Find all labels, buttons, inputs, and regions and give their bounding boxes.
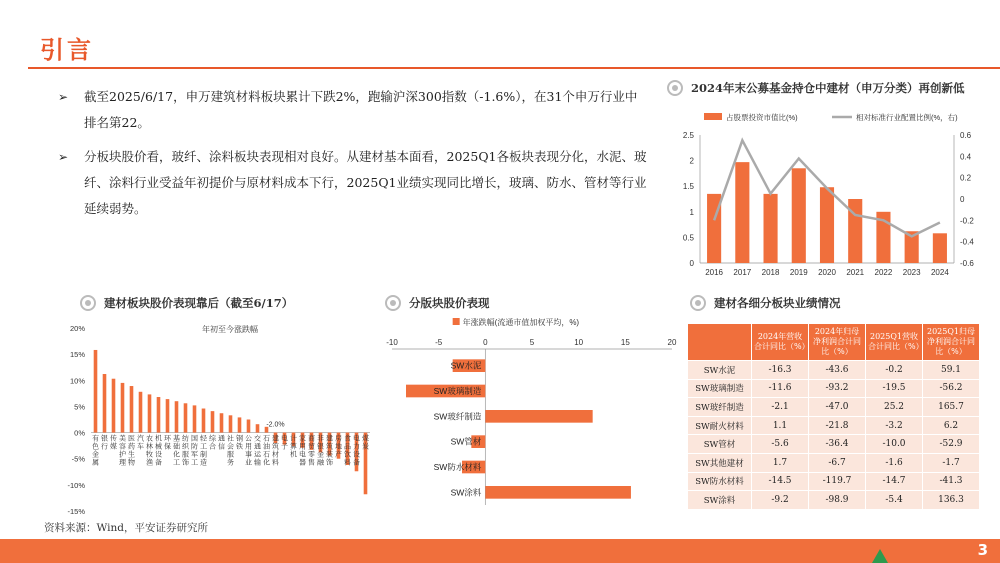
value-cell: -119.7 <box>809 472 866 491</box>
x-tick-label: 0 <box>483 338 488 347</box>
industry-label: 基础化工 <box>173 435 180 467</box>
industry-bar <box>175 401 179 432</box>
value-cell: -43.6 <box>809 361 866 380</box>
table-header-cell: 2025Q1归母净利润合计同比（%） <box>923 324 980 361</box>
right-tick-label: -0.4 <box>960 237 974 247</box>
table-row <box>688 491 980 510</box>
bullet-text-2: 分板块股价看，玻纤、涂料板块表现相对良好。从建材基本面看，2025Q1各板块表现分化，水泥、玻纤、涂料行业受益年初提价与原材料成本下行，2025Q1业绩实现同比增长，玻璃、防水、管材等行业延续弱势。 <box>84 149 647 216</box>
arrow-bullet-icon: ➢ <box>58 150 69 164</box>
industry-label: 家用电器 <box>299 435 306 467</box>
right-tick-label: 0.6 <box>960 131 972 140</box>
row-label-cell: SW涂料 <box>688 491 752 510</box>
right-tick-label: 0.4 <box>960 152 972 162</box>
holding-bar <box>735 162 749 263</box>
value-cell: -10.0 <box>866 435 923 454</box>
x-tick-label: 5 <box>529 338 535 347</box>
table-header-cell: 2024年归母净利润合计同比（%） <box>809 324 866 361</box>
industry-label: 电力设备 <box>353 435 360 467</box>
x-tick-label: 2019 <box>789 268 808 277</box>
holding-bar <box>764 194 778 263</box>
page-title: 引言 <box>40 35 94 64</box>
section-circle-icon <box>385 295 401 311</box>
value-cell: -5.4 <box>866 491 923 510</box>
bullet-list <box>58 84 648 230</box>
x-tick-label: 2022 <box>874 268 893 277</box>
industry-label: 环保 <box>164 435 171 451</box>
subsector-label: SW管材 <box>450 436 482 447</box>
industry-bar <box>94 350 98 433</box>
value-cell: -93.2 <box>809 379 866 398</box>
industry-label: 商贸零售 <box>308 435 315 467</box>
source-note: 资料来源：Wind，平安证券研究所 <box>44 522 208 534</box>
value-cell: 1.1 <box>752 416 809 435</box>
holding-bar <box>848 199 862 263</box>
legend-label: 年涨跌幅(流通市值加权平均，%) <box>462 318 580 327</box>
industry-bar <box>238 417 242 432</box>
industry-bar <box>130 386 134 433</box>
value-cell: -52.9 <box>923 435 980 454</box>
table-header-cell: 2025Q1营收合计同比（%） <box>866 324 923 361</box>
industry-label: 美容护理 <box>119 435 126 467</box>
y-tick-label: 20% <box>69 324 85 333</box>
brand-logo-icon <box>872 549 888 563</box>
x-tick-label: 15 <box>620 338 630 347</box>
left-tick-label: 2 <box>689 156 694 166</box>
chart2-title: 建材板块股价表现靠后（截至6/17） <box>104 296 294 310</box>
table-header <box>690 295 841 311</box>
value-cell: -0.2 <box>866 361 923 380</box>
value-cell: 6.2 <box>923 416 980 435</box>
x-tick-label: -10 <box>386 338 398 347</box>
legend-swatch <box>453 318 460 325</box>
page-number: 3 <box>977 541 988 559</box>
value-cell: -1.7 <box>923 453 980 472</box>
row-label-cell: SW水泥 <box>688 361 752 380</box>
value-cell: -41.3 <box>923 472 980 491</box>
title-divider <box>28 67 1000 69</box>
industry-bar <box>229 415 233 432</box>
industry-label: 机械设备 <box>155 435 162 467</box>
section-circle-icon <box>667 80 683 96</box>
industry-label: 电子 <box>281 435 288 451</box>
bullet-item-1 <box>58 84 648 136</box>
value-cell: -2.1 <box>752 398 809 417</box>
value-cell: -36.4 <box>809 435 866 454</box>
industry-label: 农林牧渔 <box>146 435 153 467</box>
table-header-cell: 2024年营收合计同比（%） <box>752 324 809 361</box>
industry-label: 钢铁 <box>236 435 243 451</box>
legend-line-label: 相对标准行业配置比例(%，右) <box>856 113 958 122</box>
x-tick-label: 2016 <box>705 268 724 277</box>
industry-label: 煤炭 <box>362 435 369 451</box>
industry-bar <box>184 403 188 432</box>
subsector-label: SW玻纤制造 <box>433 411 482 422</box>
value-cell: -1.6 <box>866 453 923 472</box>
industry-label: 社会服务 <box>227 435 234 467</box>
industry-label: 传媒 <box>110 435 117 451</box>
table-row <box>688 453 980 472</box>
x-tick-label: 10 <box>574 338 584 347</box>
value-cell: 59.1 <box>923 361 980 380</box>
industry-label: 公用事业 <box>245 435 252 467</box>
chart1-header <box>667 80 965 96</box>
left-tick-label: 1.5 <box>682 182 694 192</box>
industry-bar <box>220 413 224 432</box>
y-tick-label: 15% <box>69 350 85 360</box>
y-tick-label: -10% <box>67 480 85 490</box>
table-row <box>688 398 980 417</box>
table-row <box>688 361 980 380</box>
subsector-label: SW防水材料 <box>433 462 482 472</box>
table-row <box>688 472 980 491</box>
y-tick-label: -15% <box>67 507 85 516</box>
value-cell: -47.0 <box>809 398 866 417</box>
value-cell: -6.7 <box>809 453 866 472</box>
left-tick-label: 0.5 <box>682 233 694 243</box>
industry-bar <box>121 383 125 433</box>
industry-label: 有色金属 <box>92 435 99 467</box>
right-tick-label: 0.2 <box>960 173 972 183</box>
legend-bar-swatch <box>704 113 722 120</box>
industry-bar <box>247 420 251 433</box>
table-title: 建材各细分板块业绩情况 <box>714 296 841 310</box>
industry-ytd-chart <box>55 318 375 518</box>
chart1-title: 2024年末公募基金持仓中建材（申万分类）再创新低 <box>691 81 965 95</box>
row-label-cell: SW玻璃制造 <box>688 379 752 398</box>
value-cell: -9.2 <box>752 491 809 510</box>
industry-bar <box>256 424 260 432</box>
industry-label: 通信 <box>218 435 225 451</box>
holding-bar <box>933 233 947 263</box>
subsector-results-table <box>687 323 980 510</box>
industry-label: 建筑装饰 <box>326 435 333 467</box>
industry-label: 汽车 <box>137 435 144 451</box>
industry-bar <box>166 399 170 432</box>
x-tick-label: 2021 <box>846 268 865 277</box>
x-tick-label: 2017 <box>733 268 752 277</box>
bullet-item-2 <box>58 144 648 222</box>
chart3-header <box>385 295 490 311</box>
x-tick-label: 2020 <box>818 268 836 277</box>
holding-bar <box>820 187 834 263</box>
value-cell: -21.8 <box>809 416 866 435</box>
value-cell: 136.3 <box>923 491 980 510</box>
table-header-blank <box>688 324 752 361</box>
industry-label: 国防军工 <box>191 435 198 467</box>
industry-label: 食品饮料 <box>344 435 351 467</box>
x-tick-label: 2018 <box>761 268 780 277</box>
value-cell: -16.3 <box>752 361 809 380</box>
industry-bar <box>112 379 116 433</box>
value-cell: -14.5 <box>752 472 809 491</box>
row-label-cell: SW其他建材 <box>688 453 752 472</box>
value-cell: 165.7 <box>923 398 980 417</box>
chart2-header <box>80 295 293 311</box>
arrow-bullet-icon: ➢ <box>58 90 69 104</box>
industry-label: 综合 <box>209 435 216 451</box>
value-cell: -3.2 <box>866 416 923 435</box>
value-cell: -11.6 <box>752 379 809 398</box>
section-circle-icon <box>690 295 706 311</box>
footer-bar <box>0 539 1000 563</box>
section-circle-icon <box>80 295 96 311</box>
subsector-performance-chart <box>380 313 680 513</box>
value-cell: -19.5 <box>866 379 923 398</box>
row-label-cell: SW防水材料 <box>688 472 752 491</box>
value-cell: 25.2 <box>866 398 923 417</box>
x-tick-label: 20 <box>667 338 677 347</box>
table-row <box>688 435 980 454</box>
subsector-bar <box>485 486 631 499</box>
subsector-label: SW玻璃制造 <box>433 386 482 396</box>
subsector-bar <box>485 410 592 423</box>
chart3-title: 分版块股价表现 <box>409 296 490 310</box>
y-tick-label: -5% <box>71 454 85 464</box>
industry-label: 银行 <box>101 435 108 451</box>
value-cell: 1.7 <box>752 453 809 472</box>
industry-label: 非银金融 <box>317 435 324 467</box>
industry-bar <box>139 392 143 433</box>
industry-label: 房地产 <box>335 435 342 459</box>
industry-bar <box>202 409 206 433</box>
chart2-subtitle: 年初至今涨跌幅 <box>202 325 258 334</box>
fund-holdings-chart <box>662 105 1000 285</box>
industry-bar <box>148 394 152 432</box>
row-label-cell: SW玻纤制造 <box>688 398 752 417</box>
x-tick-label: -5 <box>435 338 443 347</box>
industry-bar <box>103 374 107 433</box>
legend-bar-label: 占股票投资市值比(%) <box>726 113 798 122</box>
industry-bar <box>157 397 161 433</box>
table-header-row <box>688 324 980 361</box>
industry-label: 医药生物 <box>128 435 135 467</box>
subsector-label: SW水泥 <box>450 360 482 371</box>
industry-label: 交通运输 <box>254 435 261 467</box>
industry-label: 计算机 <box>290 435 297 459</box>
right-tick-label: -0.6 <box>960 259 974 268</box>
left-tick-label: 2.5 <box>682 131 694 140</box>
industry-label: 建筑材料 <box>272 435 279 467</box>
industry-label: 纺织服饰 <box>182 435 189 467</box>
y-tick-label: 0% <box>74 428 85 438</box>
value-cell: -14.7 <box>866 472 923 491</box>
right-tick-label: -0.2 <box>960 216 974 226</box>
table-row <box>688 416 980 435</box>
bullet-text-1: 截至2025/6/17，申万建筑材料板块累计下跌2%，跑输沪深300指数（-1.6%），在31个申万行业中排名第22。 <box>84 89 638 130</box>
highlight-label: -2.0% <box>266 421 285 429</box>
industry-bar <box>193 405 197 432</box>
table-row <box>688 379 980 398</box>
x-tick-label: 2023 <box>902 268 921 277</box>
subsector-label: SW涂料 <box>450 487 482 498</box>
table-body <box>688 361 980 510</box>
row-label-cell: SW耐火材料 <box>688 416 752 435</box>
industry-label: 石油石化 <box>263 435 270 467</box>
left-tick-label: 1 <box>689 207 694 217</box>
y-tick-label: 10% <box>69 376 85 386</box>
left-tick-label: 0 <box>689 259 694 268</box>
value-cell: -56.2 <box>923 379 980 398</box>
row-label-cell: SW管材 <box>688 435 752 454</box>
industry-label: 轻工制造 <box>200 435 207 467</box>
x-tick-label: 2024 <box>930 268 949 277</box>
y-tick-label: 5% <box>74 402 85 412</box>
value-cell: -98.9 <box>809 491 866 510</box>
industry-bar <box>211 411 215 432</box>
value-cell: -5.6 <box>752 435 809 454</box>
holding-bar <box>792 168 806 263</box>
right-tick-label: 0 <box>960 195 965 204</box>
